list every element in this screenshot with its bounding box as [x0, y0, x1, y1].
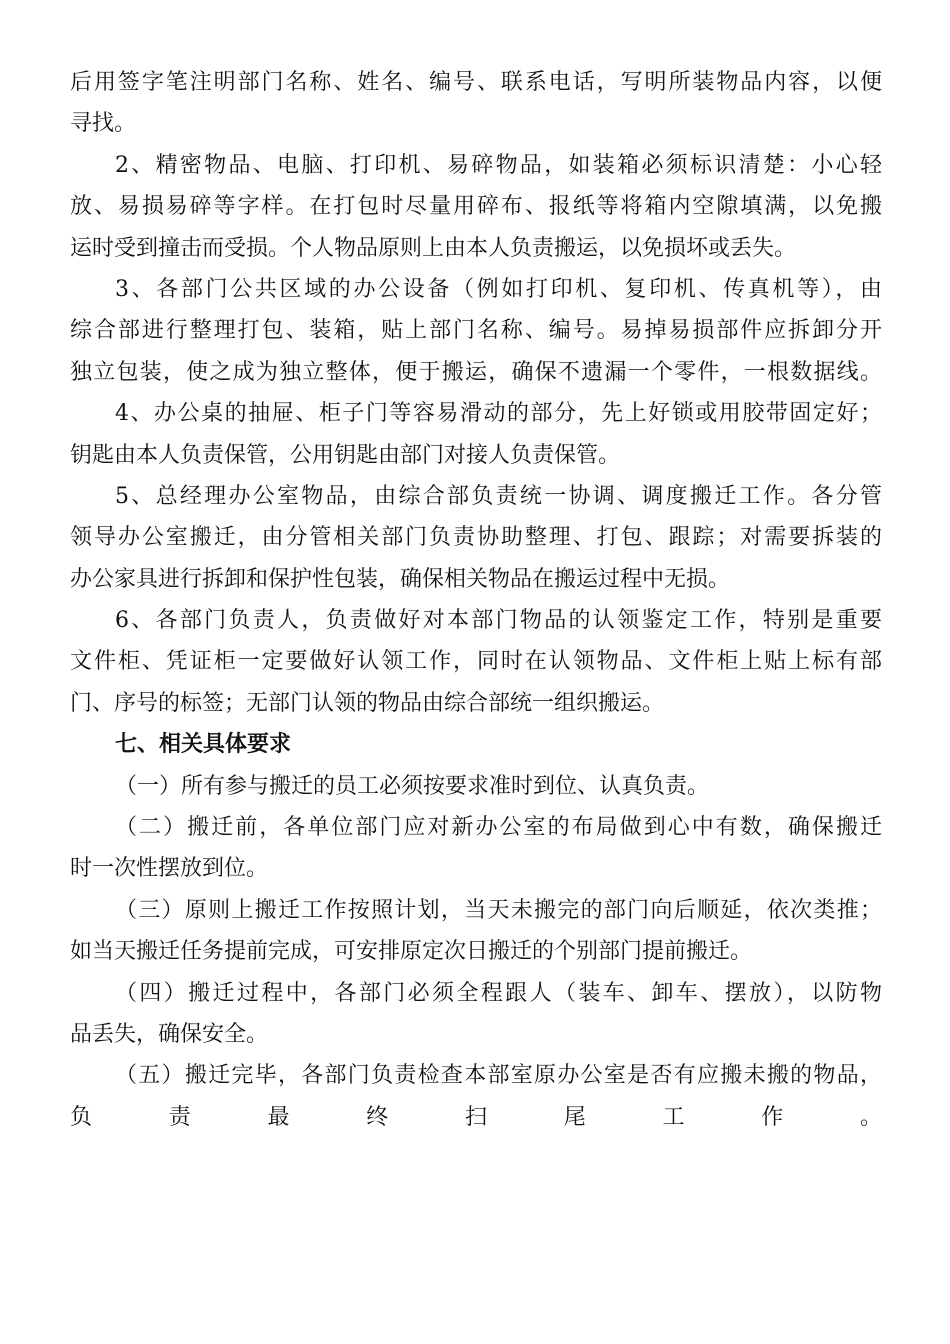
text-line: （二）搬迁前，各单位部门应对新办公室的布局做到心中有数，确保搬迁 [115, 815, 882, 841]
text-line: 负 责 最 终 扫 尾 工 作 。 [70, 1104, 882, 1130]
text-line: （四）搬迁过程中，各部门必须全程跟人（装车、卸车、摆放），以防物 [115, 980, 882, 1006]
text-line: 6、各部门负责人，负责做好对本部门物品的认领鉴定工作，特别是重要 [115, 608, 882, 634]
text-line: 如当天搬迁任务提前完成，可安排原定次日搬迁的个别部门提前搬迁。 [70, 939, 753, 965]
text-line: 放、易损易碎等字样。在打包时尽量用碎布、报纸等将箱内空隙填满，以免搬 [70, 194, 882, 220]
text-line: 5、总经理办公室物品，由综合部负责统一协调、调度搬迁工作。各分管 [115, 483, 882, 509]
text-line: 综合部进行整理打包、装箱，贴上部门名称、编号。易掉易损部件应拆卸分开 [70, 318, 882, 344]
text-line: 3、各部门公共区域的办公设备（例如打印机、复印机、传真机等），由 [115, 276, 882, 302]
text-line: 独立包装，使之成为独立整体，便于搬运，确保不遗漏一个零件，一根数据线。 [70, 359, 882, 385]
text-line: 后用签字笔注明部门名称、姓名、编号、联系电话，写明所装物品内容，以便 [70, 70, 882, 95]
text-line: 运时受到撞击而受损。个人物品原则上由本人负责搬运，以免损坏或丢失。 [70, 235, 797, 261]
text-line: 领导办公室搬迁，由分管相关部门负责协助整理、打包、跟踪；对需要拆装的 [70, 525, 882, 551]
text-line: （一）所有参与搬迁的员工必须按要求准时到位、认真负责。 [115, 773, 710, 799]
text-line: 寻找。 [70, 111, 137, 137]
text-line: 文件柜、凭证柜一定要做好认领工作，同时在认领物品、文件柜上贴上标有部 [70, 649, 882, 675]
section-heading: 七、相关具体要求 [115, 731, 292, 758]
text-line: （五）搬迁完毕，各部门负责检查本部室原办公室是否有应搬未搬的物品， [115, 1063, 882, 1089]
text-line: （三）原则上搬迁工作按照计划，当天未搬完的部门向后顺延，依次类推； [115, 897, 882, 923]
text-line: 4、办公桌的抽屉、柜子门等容易滑动的部分，先上好锁或用胶带固定好； [115, 401, 882, 427]
text-line: 2、精密物品、电脑、打印机、易碎物品，如装箱必须标识清楚：小心轻 [115, 152, 882, 178]
text-line: 钥匙由本人负责保管，公用钥匙由部门对接人负责保管。 [70, 442, 621, 468]
text-line: 品丢失，确保安全。 [70, 1021, 269, 1047]
text-line: 时一次性摆放到位。 [70, 856, 269, 882]
text-line: 门、序号的标签；无部门认领的物品由综合部统一组织搬运。 [70, 690, 665, 716]
text-line: 办公家具进行拆卸和保护性包装，确保相关物品在搬运过程中无损。 [70, 566, 731, 592]
document-body [70, 62, 882, 1138]
